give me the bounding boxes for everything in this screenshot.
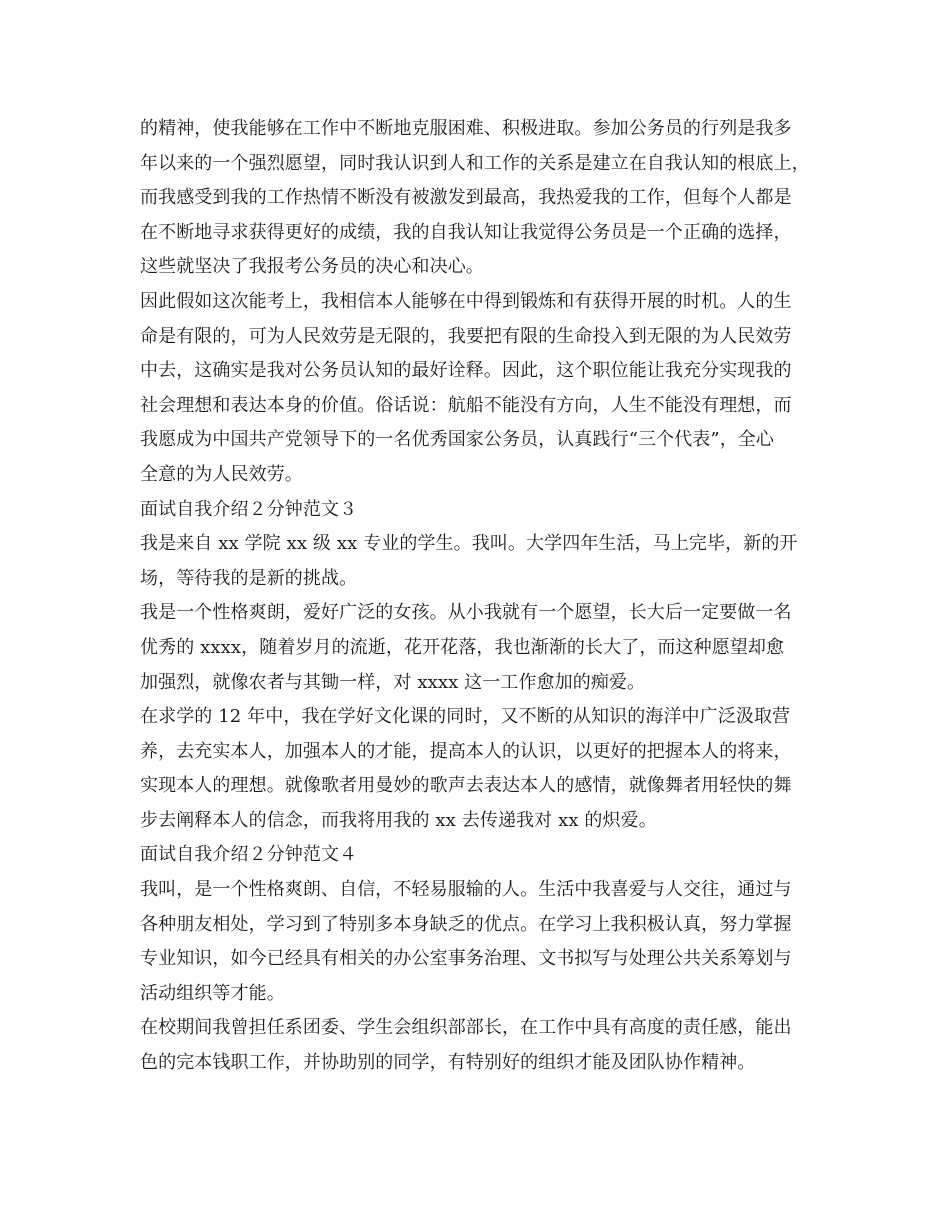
section-heading-3: 面试自我介绍２分钟范文３ bbox=[140, 498, 358, 520]
text-line: 这些就坚决了我报考公务员的决心和决心。 bbox=[140, 256, 484, 278]
text-line: 中去，这确实是我对公务员认知的最好诠释。因此，这个职位能让我充分实现我的 bbox=[140, 360, 792, 382]
text-line: 年以来的一个强烈愿望，同时我认识到人和工作的关系是建立在自我认知的根底上， bbox=[140, 152, 810, 174]
text-line: 活动组织等才能。 bbox=[140, 982, 285, 1004]
text-line: 场，等待我的是新的挑战。 bbox=[140, 567, 358, 589]
text-line: 加强烈，就像农者与其锄一样，对 xxxx 这一工作愈加的痴爱。 bbox=[140, 671, 646, 693]
text-line: 而我感受到我的工作热情不断没有被激发到最高，我热爱我的工作，但每个人都是 bbox=[140, 187, 792, 209]
text-line: 全意的为人民效劳。 bbox=[140, 463, 303, 485]
text-line: 因此假如这次能考上，我相信本人能够在中得到锻炼和有获得开展的时机。人的生 bbox=[140, 290, 792, 312]
text-line: 在校期间我曾担任系团委、学生会组织部部长，在工作中具有高度的责任感，能出 bbox=[140, 1017, 792, 1039]
text-line: 社会理想和表达本身的价值。俗话说：航船不能没有方向，人生不能没有理想，而 bbox=[140, 394, 792, 416]
text-line: 我愿成为中国共产党领导下的一名优秀国家公务员，认真践行“三个代表”，全心 bbox=[140, 429, 775, 451]
text-line: 在不断地寻求获得更好的成绩，我的自我认知让我觉得公务员是一个正确的选择， bbox=[140, 221, 792, 243]
text-line: 各种朋友相处，学习到了特别多本身缺乏的优点。在学习上我积极认真，努力掌握 bbox=[140, 913, 792, 935]
text-line: 命是有限的，可为人民效劳是无限的，我要把有限的生命投入到无限的为人民效劳 bbox=[140, 325, 792, 347]
text-line: 在求学的 12 年中，我在学好文化课的同时，又不断的从知识的海洋中广泛汲取营 bbox=[140, 706, 791, 728]
text-line: 养，去充实本人，加强本人的才能，提高本人的认识，以更好的把握本人的将来， bbox=[140, 740, 792, 762]
text-line: 色的完本钱职工作，并协助别的同学，有特别好的组织才能及团队协作精神。 bbox=[140, 1052, 756, 1074]
section-heading-4: 面试自我介绍２分钟范文４ bbox=[140, 844, 358, 866]
text-line: 优秀的 xxxx，随着岁月的流逝，花开花落，我也渐渐的长大了，而这种愿望却愈 bbox=[140, 636, 785, 658]
text-line: 专业知识，如今已经具有相关的办公室事务治理、文书拟写与处理公共关系筹划与 bbox=[140, 948, 792, 970]
text-line: 我叫，是一个性格爽朗、自信，不轻易服输的人。生活中我喜爱与人交往，通过与 bbox=[140, 879, 792, 901]
text-line: 我是一个性格爽朗，爱好广泛的女孩。从小我就有一个愿望，长大后一定要做一名 bbox=[140, 602, 792, 624]
text-line: 实现本人的理想。就像歌者用曼妙的歌声去表达本人的感情，就像舞者用轻快的舞 bbox=[140, 775, 792, 797]
document-body bbox=[140, 112, 830, 1081]
text-line: 步去阐释本人的信念，而我将用我的 xx 去传递我对 xx 的炽爱。 bbox=[140, 809, 657, 831]
text-line: 的精神，使我能够在工作中不断地克服困难、积极进取。参加公务员的行列是我多 bbox=[140, 118, 792, 139]
text-line: 我是来自 xx 学院 xx 级 xx 专业的学生。我叫。大学四年生活，马上完毕，新的开 bbox=[140, 533, 798, 555]
